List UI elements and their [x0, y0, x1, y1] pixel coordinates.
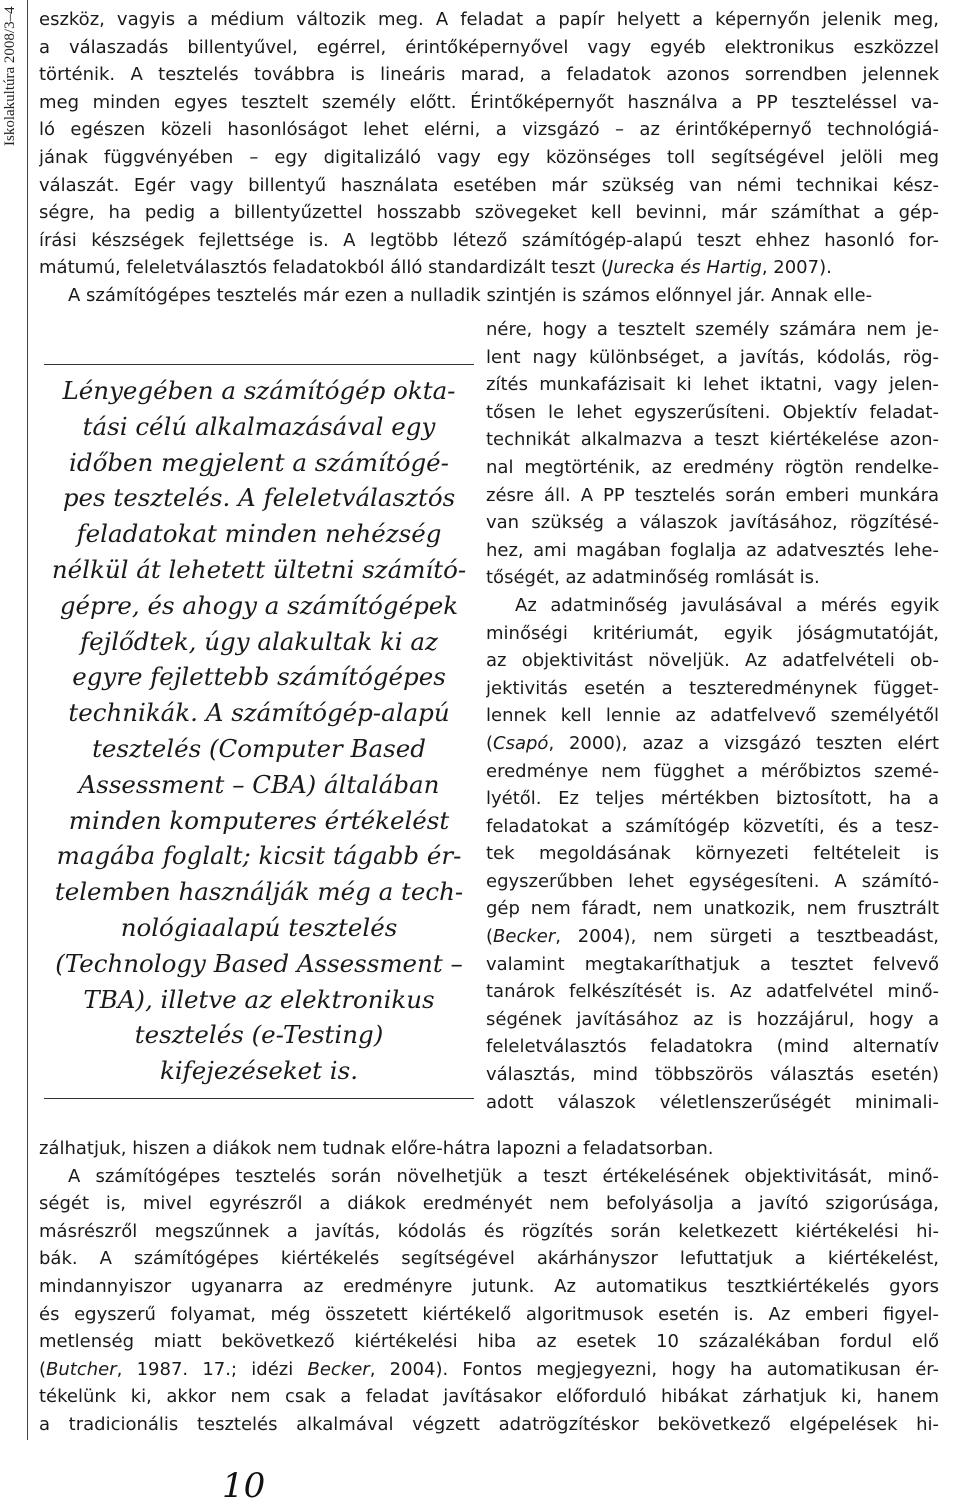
text-line: [39, 1356, 939, 1384]
text-line: lennek kell lennie az adatfelvevő személyétől: [486, 705, 939, 727]
text-line: egyszerűbben lehet egységesíteni. A számító-: [486, 870, 939, 892]
text-line: jának függvényében – egy digitalizáló vagy egy közönséges toll segítségével jelöli meg: [39, 146, 939, 168]
text-line: jektivitás esetén a teszteredménynek függet-: [486, 677, 939, 699]
text-segment: Annak elle-: [771, 284, 873, 306]
text-line: gép nem fáradt, nem unatkozik, nem frusztrált: [486, 898, 939, 920]
journal-margin-label: Iskolakultúra 2008/3–4: [2, 6, 18, 146]
text-line: tékelünk ki, akkor nem csak a feladat javításakor előforduló hibákat zárhatjuk ki, hanem: [39, 1386, 939, 1408]
top-text-block: [39, 6, 939, 310]
text-line: írási készségek fejlettsége is. A legtöbb létező számítógép-alapú teszt ehhez hasonló for-: [39, 229, 939, 251]
text-line: lent nagy különbséget, a javítás, kódolás, rög-: [486, 346, 939, 368]
text-segment: A számítógépes tesztelés már ezen a nulladik szintjén is számos előnnyel jár.: [68, 284, 766, 306]
citation-author: Becker: [307, 1358, 370, 1380]
text-segment: (: [486, 732, 494, 754]
text-line: metlenség miatt bekövetkező kiértékelési hiba az esetek 10 százalékában fordul elő: [39, 1331, 939, 1353]
pull-quote: [44, 373, 474, 1089]
text-line: valamint megtakaríthatjuk a tesztet felvevő: [486, 953, 939, 975]
citation-author: Jurecka és Hartig: [607, 257, 762, 279]
text-line: a tradicionális tesztelés alkalmával végzett adatrögzítéskor bekövetkező elgépelések hi-: [39, 1413, 939, 1435]
text-line: adott válaszok véletlenszerűségét minimali-: [486, 1091, 939, 1113]
text-line: technikát alkalmazva a teszt kiértékelése azon-: [486, 429, 939, 451]
pull-quote-line: TBA), illetve az elektronikus: [83, 984, 435, 1014]
text-line: választás, mind többszörös választás esetén): [486, 1064, 939, 1086]
text-line: lyétől. Ez teljes mértékben biztosított, ha a: [486, 788, 939, 810]
text-segment: , 2007).: [761, 257, 832, 279]
text-line: az objektivitást növeljük. Az adatfelvételi ob-: [486, 650, 939, 672]
pull-quote-line: minden komputeres értékelést: [68, 805, 450, 835]
text-segment: , 2004), nem sürgeti a tesztbeadást,: [555, 926, 939, 948]
text-line: történik. A tesztelés továbbra is lineáris marad, a feladatok azonos sorrendben jelennek: [39, 64, 939, 86]
text-line: meg minden egyes tesztelt személy előtt. Érintőképernyőt használva a PP teszteléssel va-: [39, 91, 939, 113]
text-segment: , 2004). Fontos megjegyezni, hogy ha automatikusan ér-: [369, 1358, 939, 1380]
right-column: [486, 316, 939, 1116]
text-line: van szükség a válaszok javításához, rögzítésé-: [486, 512, 939, 534]
text-line: feladatokat a számítógép közvetíti, és a tesz-: [486, 815, 939, 837]
text-line: feleletválasztós feladatokra (mind alternatív: [486, 1036, 939, 1058]
pull-quote-line: pes tesztelés. A feleletválasztós: [62, 483, 456, 513]
text-line: ló egészen közeli hasonlóságot lehet elérni, a vizsgázó – az érintőképernyő technológiá-: [39, 119, 939, 141]
text-line: nal megtörténik, az eredmény rögtön rendelke-: [486, 456, 939, 478]
pull-quote-line: magába foglalt; kicsit tágabb ér-: [56, 841, 462, 871]
text-line: Az adatminőség javulásával a mérés egyik: [515, 594, 939, 616]
text-segment: , 1987. 17.; idézi: [116, 1358, 308, 1380]
text-segment: (: [39, 1358, 47, 1380]
text-line: válaszát. Egér vagy billentyű használata esetében már szükség van némi technikai kész-: [39, 174, 939, 196]
text-line: zésre áll. A PP tesztelés során emberi munkára: [486, 484, 939, 506]
text-line: tőségét, az adatminőség romlását is.: [486, 567, 820, 589]
text-line: eredménye nem függhet a mérőbiztos szemé-: [486, 760, 939, 782]
pull-quote-line: nológiaalapú tesztelés: [120, 912, 398, 942]
text-line: másrészről megszűnnek a javítás, kódolás és rögzítés során keletkezett kiértékelési hi-: [39, 1220, 939, 1242]
pull-quote-line: egyre fejlettebb számítógépes: [72, 662, 446, 692]
pull-quote-line: fejlődtek, úgy alakultak ki az: [80, 626, 438, 656]
citation-author: Csapó: [493, 732, 549, 754]
pull-quote-line: gépre, és ahogy a számítógépek: [59, 590, 459, 620]
text-segment: , 2000), azaz a vizsgázó teszten elért: [548, 732, 939, 754]
text-line: tek megoldásának környezeti feltételeit is: [486, 843, 939, 865]
text-line: [486, 730, 939, 758]
bottom-text-block: [39, 1135, 939, 1439]
pull-quote-line: Lényegében a számítógép okta-: [62, 376, 456, 405]
pull-quote-line: (Technology Based Assessment –: [55, 948, 463, 978]
text-line: a válaszadás billentyűvel, egérrel, érintőképernyővel vagy egyéb elektronikus eszközzel: [39, 36, 939, 58]
text-line: hez, ami magában foglalja az adatvesztés lehe-: [486, 539, 939, 561]
pull-quote-line: tesztelés (Computer Based: [92, 733, 426, 763]
pull-quote-line: időben megjelent a számítógé-: [69, 447, 449, 477]
pull-quote-bottom-rule: [44, 1098, 474, 1099]
text-line: zítés munkafázisait ki lehet iktatni, vagy jelen-: [486, 374, 939, 396]
pull-quote-line: tesztelés (e-Testing): [134, 1020, 384, 1050]
text-line: [39, 254, 939, 282]
text-line: bák. A számítógépes kiértékelés segítségével akárhányszor lefuttatjuk a kiértékelést,: [39, 1248, 939, 1270]
text-line: [39, 282, 939, 310]
text-line: nére, hogy a tesztelt személy számára nem je-: [486, 319, 939, 340]
text-line: ségének javításához az is hozzájárul, hogy a: [486, 1008, 939, 1030]
text-line: ségre, ha pedig a billentyűzettel hosszabb szövegeket kell bevinni, már számíthat a gép-: [39, 202, 939, 224]
pull-quote-top-rule: [44, 364, 474, 365]
pull-quote-line: telemben használják még a tech-: [54, 877, 464, 907]
pull-quote-line: kifejezéseket is.: [160, 1056, 358, 1086]
text-line: és egyszerű folyamat, még összetett kiértékelő algoritmusok esetén is. Az emberi figyel-: [39, 1303, 939, 1325]
text-line: tősen le lehet egyszerűsíteni. Objektív feladat-: [486, 401, 939, 423]
text-line: [486, 923, 939, 951]
page-number: 10: [222, 1466, 266, 1506]
citation-author: Becker: [493, 926, 556, 948]
pull-quote-line: technikák. A számítógép-alapú: [68, 698, 450, 728]
text-line: A számítógépes tesztelés során növelhetjük a teszt értékelésének objektivitását, minő-: [68, 1165, 939, 1187]
pull-quote-line: tási célú alkalmazásával egy: [82, 411, 436, 441]
text-segment: (: [486, 926, 494, 948]
text-line: minőségi kritériumát, egyik jóságmutatóját,: [486, 622, 939, 644]
text-line: ségét is, mivel egyrészről a diákok eredményét nem befolyásolja a javító szigorúsága,: [39, 1193, 939, 1215]
text-line: eszköz, vagyis a médium változik meg. A feladat a papír helyett a képernyőn jelenik meg,: [39, 9, 939, 30]
text-segment: mátumú, feleletválasztós feladatokból álló standardizált teszt (: [39, 257, 608, 279]
pull-quote-line: feladatokat minden nehézség: [76, 519, 442, 549]
text-line: zálhatjuk, hiszen a diákok nem tudnak előre-hátra lapozni a feladatsorban.: [39, 1138, 714, 1159]
text-line: mindannyiszor ugyanarra az eredményre jutunk. Az automatikus tesztkiértékelés gyors: [39, 1275, 939, 1297]
text-line: tanárok felkészítését is. Az adatfelvétel minő-: [486, 981, 939, 1003]
margin-rule: [27, 0, 28, 1440]
citation-author: Butcher: [46, 1358, 117, 1380]
pull-quote-line: nélkül át lehetett ültetni számító-: [51, 554, 467, 584]
pull-quote-line: Assessment – CBA) általában: [78, 769, 440, 799]
